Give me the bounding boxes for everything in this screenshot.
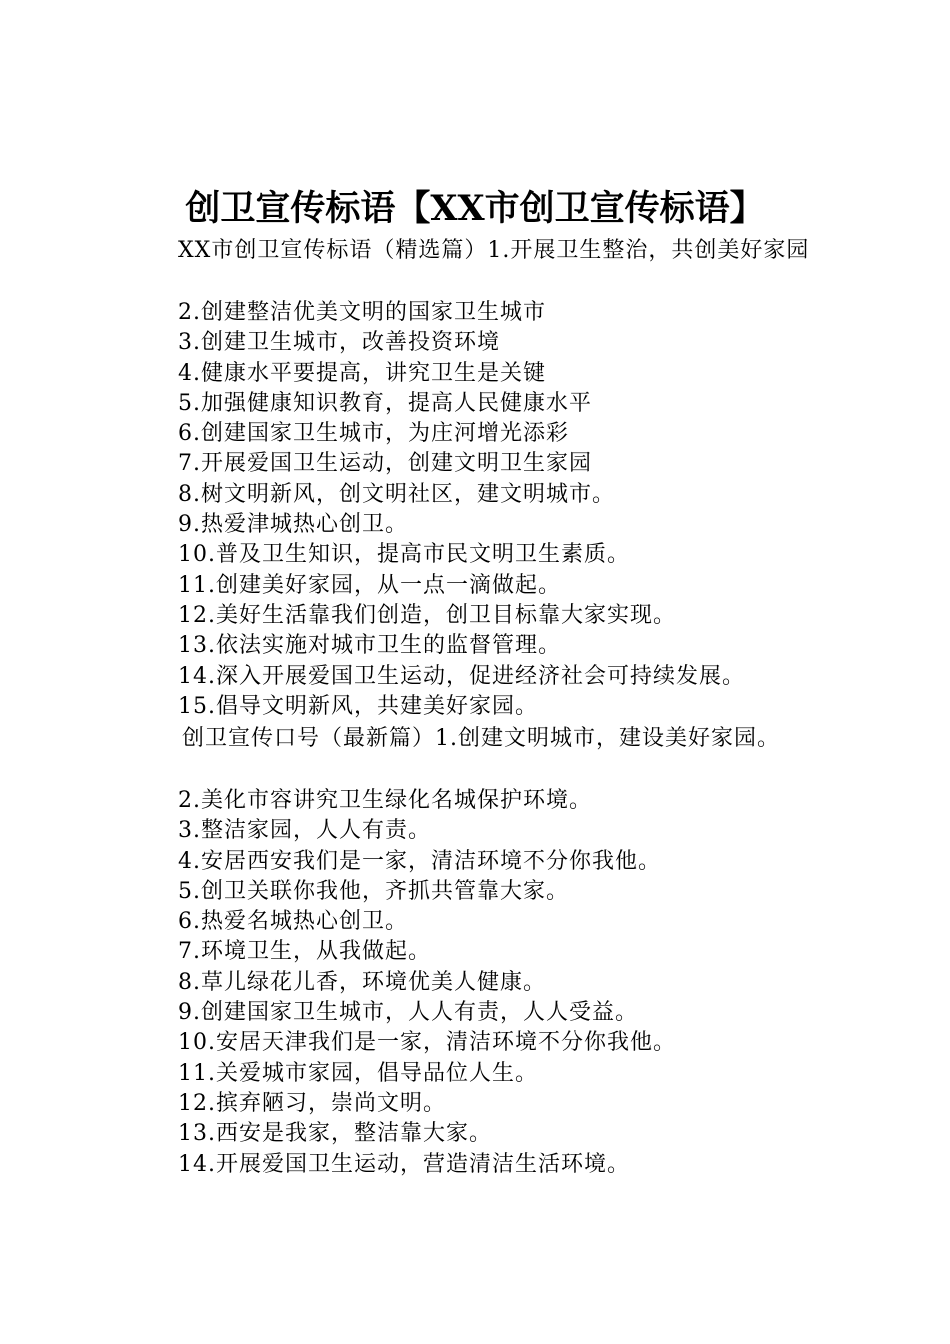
list-item: 5.加强健康知识教育，提高人民健康水平 — [178, 390, 592, 416]
list-item: 11.创建美好家园，从一点一滴做起。 — [178, 572, 561, 598]
list-item: 13.依法实施对城市卫生的监督管理。 — [178, 633, 561, 659]
list-item: 14.深入开展爱国卫生运动，促进经济社会可持续发展。 — [178, 663, 745, 689]
list-item: 7.开展爱国卫生运动，创建文明卫生家园 — [178, 451, 592, 477]
list-item: 14.开展爱国卫生运动，营造清洁生活环境。 — [178, 1151, 630, 1177]
list-item: 4.健康水平要提高，讲究卫生是关键 — [178, 360, 546, 386]
list-item: 10.普及卫生知识，提高市民文明卫生素质。 — [178, 542, 630, 568]
list-item: 9.热爱津城热心创卫。 — [178, 512, 408, 538]
list-item: 5.创卫关联你我他，齐抓共管靠大家。 — [178, 878, 569, 904]
list-item: 6.热爱名城热心创卫。 — [178, 909, 408, 935]
list-item: 2.创建整洁优美文明的国家卫生城市 — [178, 300, 546, 325]
intro-paragraph: XX市创卫宣传标语（精选篇）1.开展卫生整治，共创美好家园 — [178, 238, 810, 263]
list-item: 3.创建卫生城市，改善投资环境 — [178, 330, 500, 356]
list-item: 11.关爱城市家园，倡导品位人生。 — [178, 1060, 538, 1086]
document-title: 创卫宣传标语【XX市创卫宣传标语】 — [185, 188, 765, 229]
list-item: 6.创建国家卫生城市，为庄河增光添彩 — [178, 421, 569, 447]
list-item: 13.西安是我家，整洁靠大家。 — [178, 1121, 492, 1147]
list-item: 3.整洁家园，人人有责。 — [178, 818, 431, 844]
list-item: 12.美好生活靠我们创造，创卫目标靠大家实现。 — [178, 602, 676, 628]
list-item: 12.摈弃陋习，崇尚文明。 — [178, 1090, 446, 1116]
list-item: 7.环境卫生，从我做起。 — [178, 939, 431, 965]
slogan-list-a — [178, 298, 745, 722]
list-item: 15.倡导文明新风，共建美好家园。 — [178, 693, 538, 719]
list-item: 4.安居西安我们是一家，清洁环境不分你我他。 — [178, 848, 661, 874]
list-item: 8.草儿绿花儿香，环境优美人健康。 — [178, 969, 546, 995]
list-item: 8.树文明新风，创文明社区，建文明城市。 — [178, 481, 615, 507]
list-item: 2.美化市容讲究卫生绿化名城保护环境。 — [178, 788, 592, 813]
list-item: 10.安居天津我们是一家，清洁环境不分你我他。 — [178, 1030, 676, 1056]
section-b-intro: 创卫宣传口号（最新篇）1.创建文明城市，建设美好家园。 — [182, 726, 780, 751]
list-item: 9.创建国家卫生城市，人人有责，人人受益。 — [178, 1000, 638, 1026]
slogan-list-b — [178, 786, 676, 1180]
